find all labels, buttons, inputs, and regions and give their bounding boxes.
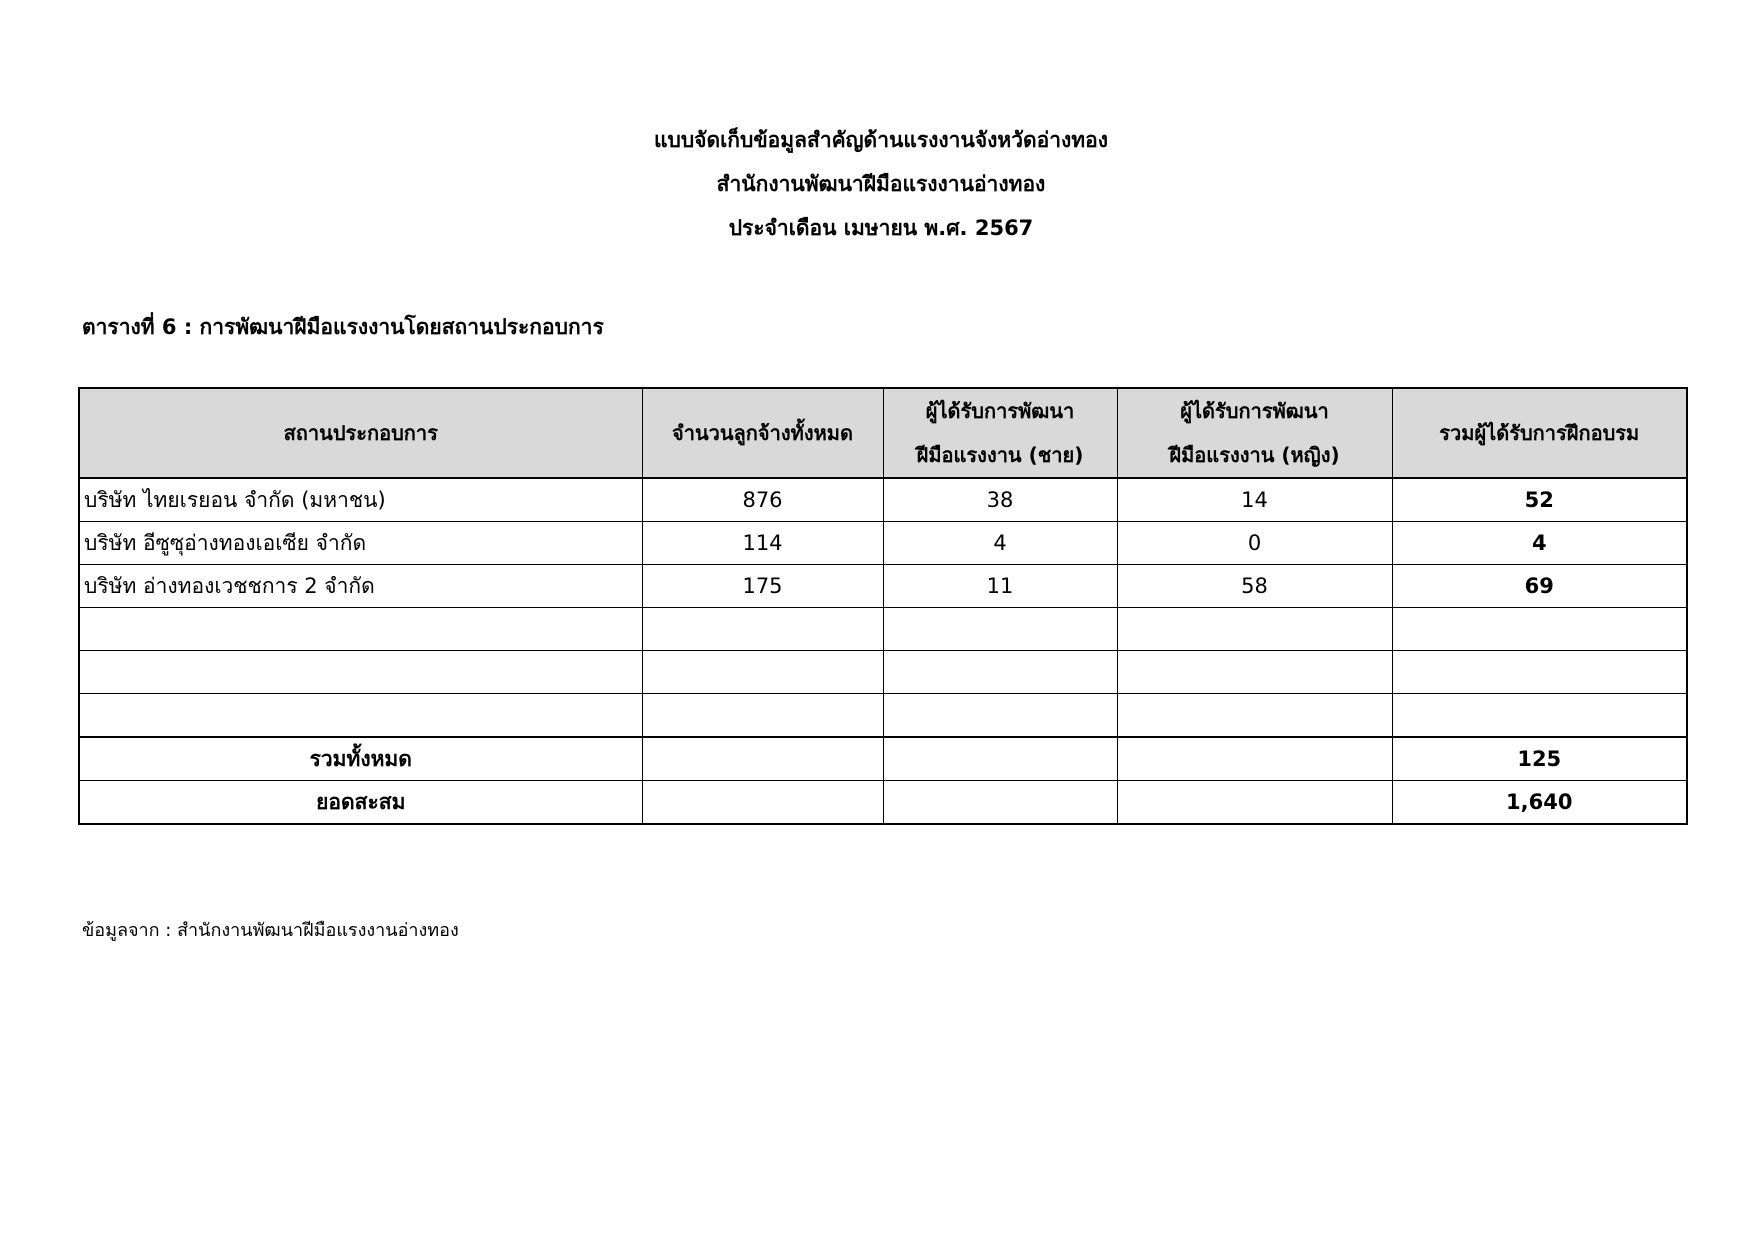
trained-female-count: 58 <box>1117 565 1392 608</box>
trained-male-count: 11 <box>883 565 1117 608</box>
cumulative-row <box>79 781 1687 825</box>
trained-female-count: 0 <box>1117 522 1392 565</box>
cumulative-label: ยอดสะสม <box>79 781 642 825</box>
trained-total-count: 4 <box>1392 522 1687 565</box>
empty-cell <box>1392 608 1687 651</box>
empty-cell <box>642 694 883 738</box>
empty-cell <box>883 781 1117 825</box>
report-period: ประจำเดือน เมษายน พ.ศ. 2567 <box>728 216 1034 240</box>
col-header-trained-female <box>1117 388 1392 478</box>
skill-development-table <box>78 387 1688 825</box>
trained-male-count: 38 <box>883 478 1117 522</box>
table-header-row <box>79 388 1687 478</box>
col-header-trained-male-line2: ฝีมือแรงงาน (ชาย) <box>916 443 1084 467</box>
report-header <box>0 118 1754 250</box>
empty-cell <box>883 694 1117 738</box>
employee-count: 876 <box>642 478 883 522</box>
table-row <box>79 478 1687 522</box>
col-header-total-trained <box>1392 388 1687 478</box>
trained-total-count: 52 <box>1392 478 1687 522</box>
grand-total-label: รวมทั้งหมด <box>79 737 642 781</box>
report-title: แบบจัดเก็บข้อมูลสำคัญด้านแรงงานจังหวัดอ่างทอง <box>653 128 1109 152</box>
cumulative-value: 1,640 <box>1392 781 1687 825</box>
empty-cell <box>1117 651 1392 694</box>
empty-table-row <box>79 651 1687 694</box>
empty-cell <box>1392 694 1687 738</box>
employee-count: 114 <box>642 522 883 565</box>
grand-total-value: 125 <box>1392 737 1687 781</box>
empty-cell <box>1117 737 1392 781</box>
col-header-establishment-label: สถานประกอบการ <box>283 421 438 445</box>
col-header-trained-female-line2: ฝีมือแรงงาน (หญิง) <box>1169 443 1340 467</box>
empty-cell <box>1117 608 1392 651</box>
empty-cell <box>1392 651 1687 694</box>
empty-cell <box>642 651 883 694</box>
empty-cell <box>79 651 642 694</box>
trained-total-count: 69 <box>1392 565 1687 608</box>
table-row <box>79 522 1687 565</box>
col-header-trained-female-line1: ผู้ได้รับการพัฒนา <box>1180 399 1329 423</box>
table-row <box>79 565 1687 608</box>
grand-total-row <box>79 737 1687 781</box>
trained-female-count: 14 <box>1117 478 1392 522</box>
establishment-name: บริษัท อ่างทองเวชชการ 2 จำกัด <box>79 565 642 608</box>
col-header-total-employees <box>642 388 883 478</box>
col-header-total-trained-label: รวมผู้ได้รับการฝึกอบรม <box>1439 421 1640 445</box>
col-header-establishment <box>79 388 642 478</box>
empty-cell <box>642 608 883 651</box>
report-agency: สำนักงานพัฒนาฝีมือแรงงานอ่างทอง <box>716 172 1046 196</box>
empty-cell <box>883 608 1117 651</box>
empty-cell <box>883 737 1117 781</box>
establishment-name: บริษัท อีซูซุอ่างทองเอเซีย จำกัด <box>79 522 642 565</box>
empty-cell <box>79 694 642 738</box>
empty-cell <box>642 737 883 781</box>
empty-cell <box>1117 694 1392 738</box>
col-header-trained-male <box>883 388 1117 478</box>
empty-table-row <box>79 694 1687 738</box>
empty-table-row <box>79 608 1687 651</box>
source-note: ข้อมูลจาก : สำนักงานพัฒนาฝีมือแรงงานอ่างทอง <box>82 920 459 941</box>
trained-male-count: 4 <box>883 522 1117 565</box>
empty-cell <box>79 608 642 651</box>
empty-cell <box>883 651 1117 694</box>
col-header-total-employees-label: จำนวนลูกจ้างทั้งหมด <box>672 421 853 445</box>
empty-cell <box>1117 781 1392 825</box>
employee-count: 175 <box>642 565 883 608</box>
table-caption: ตารางที่ 6 : การพัฒนาฝีมือแรงงานโดยสถานประกอบการ <box>82 315 604 339</box>
establishment-name: บริษัท ไทยเรยอน จำกัด (มหาชน) <box>79 478 642 522</box>
empty-cell <box>642 781 883 825</box>
col-header-trained-male-line1: ผู้ได้รับการพัฒนา <box>925 399 1075 423</box>
